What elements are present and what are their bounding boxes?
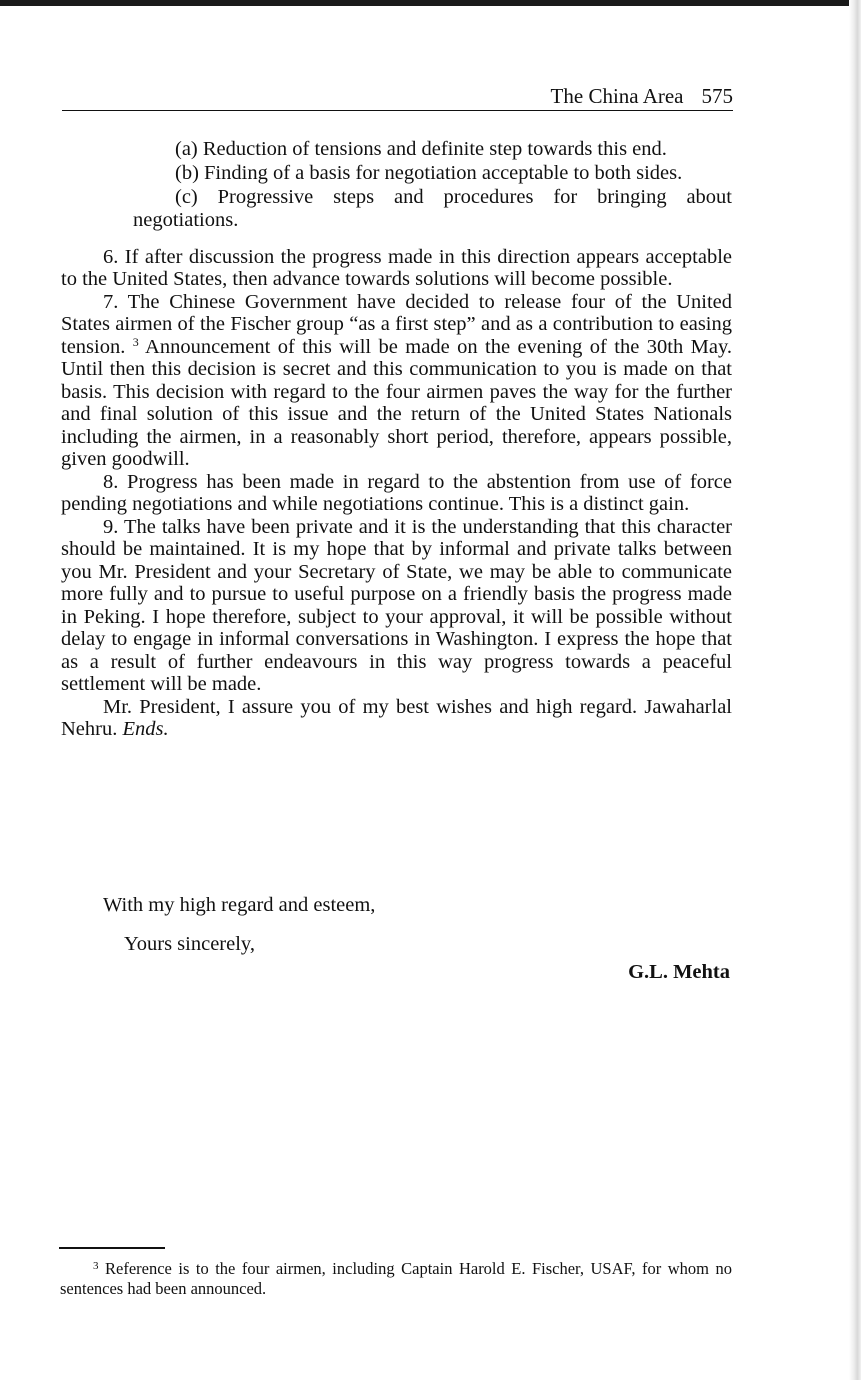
paragraph-9: 9. The talks have been private and it is the understanding that this character should be maintained. It is my hope that by informal and private talks between you Mr. President and your Secretary of State, we may be able to communicate more fully and to pursue to useful purpose on a friendly basis the progress made in Peking. I hope therefore, subject to your approval, it will be possible without delay to engage in informal conversations in Washington. I express the hope that as a result of further endeavours in this way progress towards a peaceful settlement will be made. bbox=[61, 515, 732, 695]
letter-body bbox=[61, 138, 732, 741]
list-item-c: (c) Progressive steps and procedures for bringing about negotiations. bbox=[133, 186, 732, 231]
paragraph-7 bbox=[61, 291, 732, 471]
paragraph-gap bbox=[61, 233, 732, 246]
footnote-3-body bbox=[60, 1259, 732, 1299]
footnote-3 bbox=[60, 1259, 732, 1299]
closing-paragraph bbox=[61, 696, 732, 741]
paragraph-7-end: Announcement of this will be made on the evening of the 30th May. Until then this decision is secret and this communication to you is made on that basis. This decision with regard to the four airmen paves the way for the further and final solution of this issue and the return of the United States Nationals including the airmen, in a reasonably short period, therefore, appears possible, given goodwill. bbox=[61, 335, 732, 470]
footnote-mark: 3 bbox=[93, 1260, 99, 1272]
footnote-text: Reference is to the four airmen, including Captain Harold E. Fischer, USAF, for whom no sentences had been announced. bbox=[60, 1259, 732, 1298]
regards-line: With my high regard and esteem, bbox=[103, 894, 376, 916]
paragraph-7-start: 7. The Chinese Government have decided to release four of the United States airmen of the Fischer group “as a first step” and as a contribution to easing tension. bbox=[61, 290, 732, 358]
footnote-reference-3[interactable]: 3 bbox=[132, 334, 139, 349]
scan-edge-shadow bbox=[849, 0, 861, 1380]
paragraph-8: 8. Progress has been made in regard to the abstention from use of force pending negotiations and while negotiations continue. This is a distinct gain. bbox=[61, 470, 732, 515]
running-head bbox=[62, 82, 733, 111]
list-item-a: (a) Reduction of tensions and definite step towards this end. bbox=[175, 138, 667, 160]
paragraph-6: 6. If after discussion the progress made in this direction appears acceptable to the United States, then advance towards solutions will become possible. bbox=[61, 245, 732, 290]
page-number: 575 bbox=[701, 84, 733, 108]
section-title: The China Area bbox=[550, 84, 684, 108]
ends-marker: Ends. bbox=[122, 718, 169, 740]
signature: G.L. Mehta bbox=[628, 961, 730, 983]
list-item-b: (b) Finding of a basis for negotiation acceptable to both sides. bbox=[175, 162, 683, 184]
closing-paragraph-text: Mr. President, I assure you of my best wishes and high regard. Jawaharlal Nehru. bbox=[61, 695, 732, 740]
footnote-rule bbox=[59, 1247, 165, 1249]
page-top-border bbox=[0, 0, 861, 6]
valediction: Yours sincerely, bbox=[124, 933, 255, 955]
